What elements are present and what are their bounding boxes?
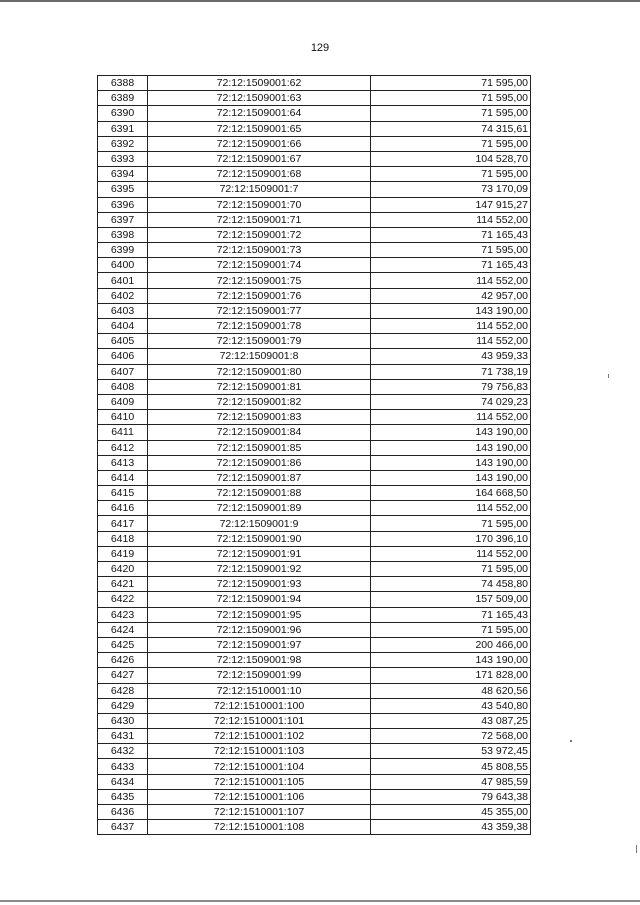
cadastral-value-cell: 43 087,25: [371, 713, 531, 728]
cadastral-value-cell: 71 595,00: [371, 167, 531, 182]
cadastral-number-cell: 72:12:1509001:86: [148, 455, 371, 470]
table-row: [98, 394, 531, 409]
cadastral-value-cell: 143 190,00: [371, 425, 531, 440]
cadastral-value-cell: 143 190,00: [371, 455, 531, 470]
cadastral-value-cell: 104 528,70: [371, 151, 531, 166]
cadastral-value-cell: 143 190,00: [371, 303, 531, 318]
row-number-cell: 6399: [98, 243, 148, 258]
table-row: [98, 774, 531, 789]
row-number-cell: 6409: [98, 394, 148, 409]
cadastral-number-cell: 72:12:1510001:103: [148, 744, 371, 759]
cadastral-value-cell: 71 595,00: [371, 562, 531, 577]
row-number-cell: 6418: [98, 531, 148, 546]
cadastral-value-cell: 42 957,00: [371, 288, 531, 303]
cadastral-number-cell: 72:12:1509001:96: [148, 622, 371, 637]
cadastral-value-cell: 147 915,27: [371, 197, 531, 212]
cadastral-value-cell: 48 620,56: [371, 683, 531, 698]
table-row: [98, 91, 531, 106]
row-number-cell: 6390: [98, 106, 148, 121]
cadastral-number-cell: 72:12:1509001:87: [148, 470, 371, 485]
cadastral-number-cell: 72:12:1509001:65: [148, 121, 371, 136]
top-scan-border: [0, 0, 640, 2]
cadastral-number-cell: 72:12:1510001:106: [148, 789, 371, 804]
row-number-cell: 6397: [98, 212, 148, 227]
cadastral-value-cell: 143 190,00: [371, 440, 531, 455]
row-number-cell: 6420: [98, 562, 148, 577]
cadastral-value-cell: 43 359,38: [371, 820, 531, 835]
row-number-cell: 6426: [98, 653, 148, 668]
row-number-cell: 6421: [98, 577, 148, 592]
cadastral-value-cell: 43 540,80: [371, 698, 531, 713]
table-row: [98, 820, 531, 835]
cadastral-value-cell: 79 756,83: [371, 379, 531, 394]
cadastral-value-cell: 53 972,45: [371, 744, 531, 759]
bottom-scan-border: [0, 900, 640, 902]
cadastral-value-cell: 114 552,00: [371, 212, 531, 227]
row-number-cell: 6436: [98, 805, 148, 820]
cadastral-value-cell: 200 466,00: [371, 637, 531, 652]
row-number-cell: 6423: [98, 607, 148, 622]
cadastral-number-cell: 72:12:1509001:97: [148, 637, 371, 652]
row-number-cell: 6410: [98, 410, 148, 425]
row-number-cell: 6393: [98, 151, 148, 166]
cadastral-value-cell: 73 170,09: [371, 182, 531, 197]
cadastral-value-cell: 71 595,00: [371, 136, 531, 151]
table-row: [98, 440, 531, 455]
table-row: [98, 713, 531, 728]
cadastral-number-cell: 72:12:1509001:99: [148, 668, 371, 683]
cadastral-number-cell: 72:12:1509001:62: [148, 76, 371, 91]
row-number-cell: 6394: [98, 167, 148, 182]
cadastral-value-cell: 143 190,00: [371, 653, 531, 668]
cadastral-number-cell: 72:12:1509001:79: [148, 334, 371, 349]
table-row: [98, 76, 531, 91]
table-row: [98, 136, 531, 151]
cadastral-number-cell: 72:12:1509001:84: [148, 425, 371, 440]
cadastral-number-cell: 72:12:1509001:82: [148, 394, 371, 409]
table-row: [98, 167, 531, 182]
cadastral-number-cell: 72:12:1509001:67: [148, 151, 371, 166]
row-number-cell: 6424: [98, 622, 148, 637]
row-number-cell: 6408: [98, 379, 148, 394]
cadastral-value-cell: 114 552,00: [371, 334, 531, 349]
cadastral-value-cell: 71 595,00: [371, 516, 531, 531]
table-row: [98, 319, 531, 334]
cadastral-value-cell: 71 738,19: [371, 364, 531, 379]
table-body: [98, 76, 531, 835]
cadastral-number-cell: 72:12:1509001:78: [148, 319, 371, 334]
table-row: [98, 562, 531, 577]
row-number-cell: 6395: [98, 182, 148, 197]
row-number-cell: 6430: [98, 713, 148, 728]
cadastral-number-cell: 72:12:1509001:9: [148, 516, 371, 531]
row-number-cell: 6427: [98, 668, 148, 683]
row-number-cell: 6425: [98, 637, 148, 652]
table-row: [98, 258, 531, 273]
table-row: [98, 744, 531, 759]
row-number-cell: 6411: [98, 425, 148, 440]
cadastral-value-cell: 157 509,00: [371, 592, 531, 607]
row-number-cell: 6401: [98, 273, 148, 288]
table-row: [98, 243, 531, 258]
cadastral-number-cell: 72:12:1509001:7: [148, 182, 371, 197]
row-number-cell: 6400: [98, 258, 148, 273]
row-number-cell: 6431: [98, 729, 148, 744]
cadastral-number-cell: 72:12:1509001:77: [148, 303, 371, 318]
cadastral-value-cell: 114 552,00: [371, 501, 531, 516]
cadastral-value-cell: 71 595,00: [371, 76, 531, 91]
row-number-cell: 6422: [98, 592, 148, 607]
table-row: [98, 637, 531, 652]
cadastral-value-cell: 71 595,00: [371, 106, 531, 121]
row-number-cell: 6389: [98, 91, 148, 106]
cadastral-number-cell: 72:12:1509001:68: [148, 167, 371, 182]
row-number-cell: 6407: [98, 364, 148, 379]
cadastral-number-cell: 72:12:1509001:72: [148, 227, 371, 242]
row-number-cell: 6415: [98, 486, 148, 501]
table-row: [98, 303, 531, 318]
table-row: [98, 121, 531, 136]
table-row: [98, 212, 531, 227]
table-row: [98, 759, 531, 774]
cadastral-number-cell: 72:12:1509001:93: [148, 577, 371, 592]
cadastral-value-cell: 71 165,43: [371, 607, 531, 622]
cadastral-value-cell: 71 165,43: [371, 227, 531, 242]
cadastral-number-cell: 72:12:1509001:81: [148, 379, 371, 394]
table-row: [98, 698, 531, 713]
cadastral-value-cell: 74 458,80: [371, 577, 531, 592]
cadastral-value-cell: 170 396,10: [371, 531, 531, 546]
row-number-cell: 6435: [98, 789, 148, 804]
row-number-cell: 6437: [98, 820, 148, 835]
cadastral-number-cell: 72:12:1509001:80: [148, 364, 371, 379]
scan-speck: [570, 740, 572, 742]
cadastral-value-cell: 114 552,00: [371, 410, 531, 425]
table-row: [98, 470, 531, 485]
table-row: [98, 805, 531, 820]
cadastral-value-cell: 79 643,38: [371, 789, 531, 804]
table-row: [98, 607, 531, 622]
cadastral-value-cell: 143 190,00: [371, 470, 531, 485]
cadastral-number-cell: 72:12:1510001:104: [148, 759, 371, 774]
row-number-cell: 6413: [98, 455, 148, 470]
row-number-cell: 6391: [98, 121, 148, 136]
table-row: [98, 592, 531, 607]
cadastral-value-cell: 164 668,50: [371, 486, 531, 501]
table-row: [98, 273, 531, 288]
table-row: [98, 668, 531, 683]
row-number-cell: 6434: [98, 774, 148, 789]
table-row: [98, 516, 531, 531]
page-number: 129: [310, 42, 330, 54]
row-number-cell: 6392: [98, 136, 148, 151]
cadastral-value-cell: 74 029,23: [371, 394, 531, 409]
table-row: [98, 334, 531, 349]
table-row: [98, 379, 531, 394]
cadastral-value-cell: 47 985,59: [371, 774, 531, 789]
scan-speck: [608, 374, 609, 378]
table-row: [98, 729, 531, 744]
cadastral-value-cell: 71 595,00: [371, 91, 531, 106]
cadastral-number-cell: 72:12:1509001:73: [148, 243, 371, 258]
cadastral-value-cell: 114 552,00: [371, 546, 531, 561]
cadastral-number-cell: 72:12:1510001:102: [148, 729, 371, 744]
cadastral-number-cell: 72:12:1510001:107: [148, 805, 371, 820]
table-row: [98, 486, 531, 501]
cadastral-number-cell: 72:12:1509001:94: [148, 592, 371, 607]
row-number-cell: 6404: [98, 319, 148, 334]
cadastral-number-cell: 72:12:1509001:64: [148, 106, 371, 121]
table-row: [98, 501, 531, 516]
table-row: [98, 288, 531, 303]
table-row: [98, 151, 531, 166]
cadastral-value-cell: 114 552,00: [371, 273, 531, 288]
cadastral-number-cell: 72:12:1509001:90: [148, 531, 371, 546]
cadastral-value-cell: 74 315,61: [371, 121, 531, 136]
table-row: [98, 364, 531, 379]
cadastral-number-cell: 72:12:1509001:74: [148, 258, 371, 273]
row-number-cell: 6396: [98, 197, 148, 212]
scan-speck: [636, 845, 637, 853]
cadastral-number-cell: 72:12:1510001:108: [148, 820, 371, 835]
cadastral-number-cell: 72:12:1509001:92: [148, 562, 371, 577]
table-row: [98, 106, 531, 121]
row-number-cell: 6419: [98, 546, 148, 561]
cadastral-number-cell: 72:12:1509001:91: [148, 546, 371, 561]
cadastral-number-cell: 72:12:1509001:88: [148, 486, 371, 501]
table-row: [98, 227, 531, 242]
table-row: [98, 197, 531, 212]
table-row: [98, 683, 531, 698]
table-row: [98, 653, 531, 668]
row-number-cell: 6433: [98, 759, 148, 774]
row-number-cell: 6414: [98, 470, 148, 485]
cadastral-number-cell: 72:12:1510001:105: [148, 774, 371, 789]
table-row: [98, 577, 531, 592]
cadastral-value-cell: 71 595,00: [371, 243, 531, 258]
row-number-cell: 6405: [98, 334, 148, 349]
cadastral-number-cell: 72:12:1509001:76: [148, 288, 371, 303]
row-number-cell: 6432: [98, 744, 148, 759]
table-row: [98, 349, 531, 364]
cadastral-number-cell: 72:12:1509001:71: [148, 212, 371, 227]
cadastral-number-cell: 72:12:1510001:10: [148, 683, 371, 698]
cadastral-number-cell: 72:12:1509001:70: [148, 197, 371, 212]
cadastral-number-cell: 72:12:1509001:95: [148, 607, 371, 622]
row-number-cell: 6412: [98, 440, 148, 455]
row-number-cell: 6428: [98, 683, 148, 698]
table-row: [98, 182, 531, 197]
cadastral-value-cell: 71 595,00: [371, 622, 531, 637]
cadastral-value-cell: 71 165,43: [371, 258, 531, 273]
cadastral-number-cell: 72:12:1509001:98: [148, 653, 371, 668]
table-row: [98, 410, 531, 425]
cadastral-number-cell: 72:12:1509001:83: [148, 410, 371, 425]
cadastral-number-cell: 72:12:1509001:8: [148, 349, 371, 364]
cadastral-value-cell: 45 808,55: [371, 759, 531, 774]
cadastral-number-cell: 72:12:1509001:63: [148, 91, 371, 106]
row-number-cell: 6402: [98, 288, 148, 303]
row-number-cell: 6403: [98, 303, 148, 318]
cadastral-value-cell: 171 828,00: [371, 668, 531, 683]
table-row: [98, 546, 531, 561]
cadastral-number-cell: 72:12:1510001:100: [148, 698, 371, 713]
table-row: [98, 455, 531, 470]
cadastral-value-cell: 114 552,00: [371, 319, 531, 334]
table-row: [98, 622, 531, 637]
row-number-cell: 6406: [98, 349, 148, 364]
cadastral-number-cell: 72:12:1510001:101: [148, 713, 371, 728]
row-number-cell: 6398: [98, 227, 148, 242]
cadastral-value-cell: 45 355,00: [371, 805, 531, 820]
cadastral-number-cell: 72:12:1509001:85: [148, 440, 371, 455]
table-row: [98, 425, 531, 440]
cadastral-number-cell: 72:12:1509001:89: [148, 501, 371, 516]
row-number-cell: 6416: [98, 501, 148, 516]
table-row: [98, 531, 531, 546]
cadastral-value-cell: 72 568,00: [371, 729, 531, 744]
row-number-cell: 6429: [98, 698, 148, 713]
cadastral-number-cell: 72:12:1509001:75: [148, 273, 371, 288]
cadastral-number-cell: 72:12:1509001:66: [148, 136, 371, 151]
row-number-cell: 6388: [98, 76, 148, 91]
row-number-cell: 6417: [98, 516, 148, 531]
cadastral-value-table: [97, 75, 531, 835]
table-row: [98, 789, 531, 804]
cadastral-value-cell: 43 959,33: [371, 349, 531, 364]
